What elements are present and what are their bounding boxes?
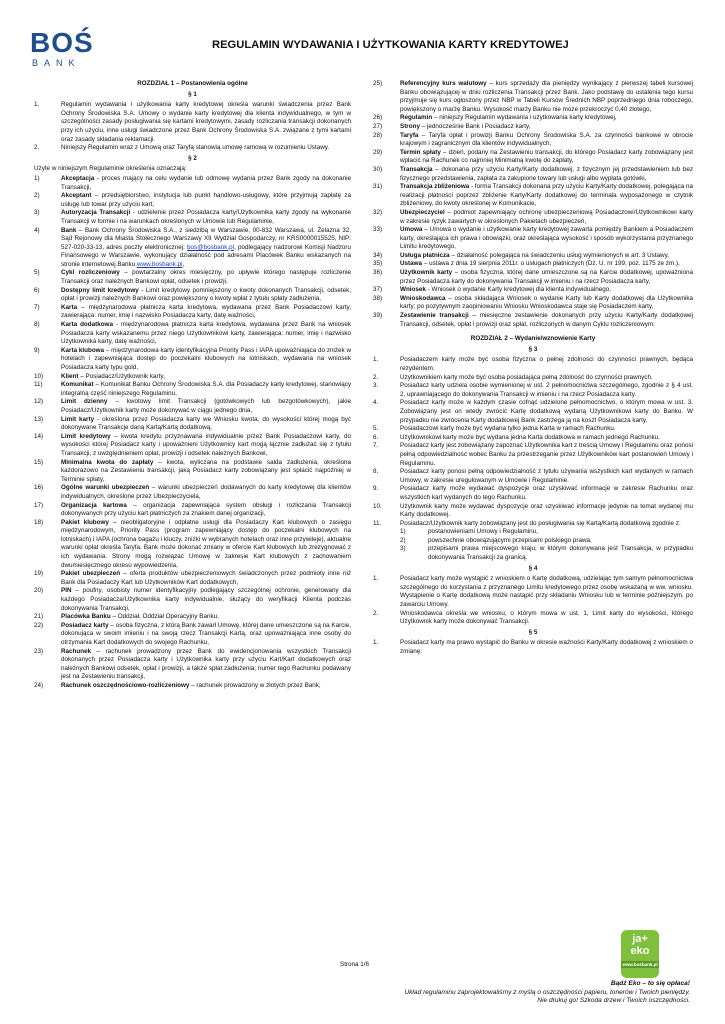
sub-item-text: przepisami prawa miejscowego kraju, w którym dokonywana jest Transakcja, w przypadku dokonywania Transakcji za granicą. [428,545,693,562]
definition-text: – kurs sprzedaży dla pieniędzy wynikający z pierwszej tabeli kursowej Banku obowiązującej w dniu rozliczenia Transakcji przez Bank. Jako podstawę do ustalenia tego kursu przyjmuje się kurs ogłoszony przez NBP w Tabeli Kursów Średnich NBP poprzedniego dnia roboczego, powiększony o marżę Banku. Wysokość marży Banku nie może przekroczyć 0,40 złotego, [400,80,693,113]
section-4-list [373,575,693,627]
definition-term: Autoryzacja Transakcji [61,209,131,217]
website-link[interactable]: www.bosbank.pl [136,260,183,268]
definition-item [34,502,351,519]
definition-term: Wniosek [400,286,426,294]
section-3-item [373,520,693,563]
sub-list-item [400,537,693,546]
eco-slogan: Bądź Eko – to się opłaca! [610,980,690,987]
definition-number: 11) [34,381,43,389]
definition-item [373,132,693,149]
item-text: Posiadaczowi karty może być wydana tylko jedna Karta w ramach Rachunku. [400,425,616,433]
definition-term: Limit karty [61,415,95,423]
definition-item [373,183,693,209]
item-number: 6. [373,433,379,441]
item-text: Posiadacz karty jest zobowiązany zapoznać Użytkownika kart z treścią Umowy i Regulaminu oraz ponosi pełną odpowiedzialność wobec Banku za przestrzeganie przez Użytkowników kart postanowień Umowy i Regulaminu. [400,442,693,467]
definition-item [34,613,351,622]
section-3-list [373,356,693,562]
definition-number: 30) [373,165,383,173]
section-3-item [373,399,693,425]
definition-number: 3) [34,209,40,217]
definition-item [373,286,693,295]
definition-item [373,252,693,261]
definition-term: Pakiet ubezpieczeń [61,570,121,578]
definition-term: Akceptacja [61,174,95,182]
definition-term: Posiadacz karty [61,621,109,629]
definition-term: Ogólne warunki ubezpieczeń [61,484,150,492]
item-number: 4. [373,399,379,407]
definition-term: Rachunek oszczędnościowo-rozliczeniowy [61,681,190,689]
definition-number: 37) [373,286,383,294]
definition-number: 18) [34,518,44,526]
definition-item [34,682,351,691]
definition-text: - forma Transakcji dokonana przy użyciu Karty/Karty dodatkowej, polegająca na realizacji płatności poprzez zbliżenie Karty/Karty dodatkowej do terminala wyposażonego w czytnik zbliżeniowy, do kwoty określonej w Komunikacie, [400,183,694,208]
definition-text: – Komunikat Banku Ochrony Środowiska S.A. dla Posiadaczy karty kredytowej, stanowiący integralną część niniejszego Regulaminu, [61,381,351,397]
definition-text: - udzielenie przez Posiadacza karty/Użytkownika karty zgody na wykonanie Transakcji w formie i na warunkach określonych w Umowie lub Regulaminie, [61,209,351,225]
definition-item [34,269,351,286]
definition-number: 38) [373,294,383,302]
definition-term: Wnioskodawca [400,294,446,302]
item-text: Posiadacz karty może wydawać dyspozycje oraz uzyskiwać informacje w zakresie Rachunku oraz wszystkich kart wydanych do tego Rachunku. [400,485,693,501]
item-number: 1. [373,356,379,364]
definition-text: – podmiot zapewniający ochronę ubezpieczeniową Posiadaczowi/Użytkownikowi karty w zakresie ryzyk zawartych w określonych Pakietach ubezpieczeń, [400,208,693,225]
definition-item [34,648,351,682]
definition-item [34,175,351,192]
definition-item [34,321,351,347]
definition-text: – międzynarodowa karty identyfikacyjna Priority Pass i IAPA upoważniająca do zniżek w hotelach i zapewniająca dostęp do poczekalni klubowych na lotniskach, wydawana na wniosek Posiadacza karty typu gold, [61,346,351,371]
definition-number: 26) [373,114,383,122]
definition-number: 1) [34,174,40,182]
definition-text: - międzynarodowa płatnicza karta kredytowa, wydawana przez Bank na wniosek Posiadacza karty wskazanemu przez niego Użytkownikowi karty, zawierająca: numer, imię i nazwisko Użytkownika karty, datę ważności, [61,321,351,346]
definition-term: Karta [61,303,78,311]
section-1-item [34,144,351,153]
item-text: Użytkownik karty może wydawać dyspozycje oraz uzyskiwać informacje jedynie na temat wydanej mu Karty dodatkowej. [400,502,693,519]
section-5-item [373,639,693,656]
definition-text: – osoba fizyczna, z którą Bank zawarł Umowę, której dane umieszczone są na Karcie, dokonująca w swoim imieniu i na swoją rzecz Transakcji Kartą, oraz upoważniająca inne osoby do otrzymania Kart dodatkowych do swojego Rachunku, [61,621,351,646]
definition-text: – rachunek prowadzony przez Bank do ewidencjonowania wszystkich Transakcji dokonanych przez Posiadacza karty i Użytkownika karty przy użyciu Kart/Kart dodatkowych oraz należnych Bankowi odsetek, opłat i prowizji, a także spłat zadłużenia; numer tego Rachunku podawany jest na Zestawieniu transakcji, [61,647,351,681]
definition-text: – kwota, wyliczana na podstawie salda zadłużenia, określona każdorazowo na Zestawieniu transakcji, jaką Posiadacz karty zobowiązany jest spłacić najpóźniej w Terminie spłaty, [61,458,351,483]
definition-text: , podlegający nadzorowi Komisji Nadzoru Finansowego w Warszawie, wykonujący działalność pod adresami Placówek Banku wskazanych na stronie internetowej Banku [61,243,351,268]
definition-text: – międzynarodowa płatnicza karta kredytowa, wydawana przez Bank Posiadaczowi karty, zawierająca: numer, imię i nazwisko Posiadacza karty, datę ważności, [61,303,351,320]
definition-number: 8) [34,321,40,329]
section-4-item [373,575,693,609]
definition-term: Klient [61,372,79,380]
item-text: Użytkownikowi karty może być wydana jedna Karta dodatkowa w ramach jednego Rachunku. [400,433,661,441]
section-3-item [373,434,693,443]
definition-item [34,519,351,571]
section-5-heading: § 5 [528,628,538,636]
eco-footer [300,980,690,1006]
definition-term: Referencyjny kurs walutowy [400,80,487,87]
definition-number: 12) [34,398,44,406]
definition-text: – organizacja zapewniająca system obsługi i rozliczania Transakcji dokonywanych przy użyciu kart płatniczych za znakiem danej organizacji, [61,501,351,518]
sub-list [400,528,693,562]
bank-logo [30,27,110,80]
definition-item [373,295,693,312]
definition-term: Regulamin [400,114,433,122]
definition-number: 17) [34,501,44,509]
definition-text: – miesięczne zestawienie dokonanych przy użyciu Karty/Karty dodatkowej Transakcji, odsetek, opłat i prowizji oraz spłat, rozliczonych w danym Cyklu rozliczeniowym. [400,312,693,328]
definition-number: 2) [34,192,40,200]
section-3-item [373,503,693,520]
item-text: Posiadacz karty udziela osobie wymienionej w ust. 2 pełnomocnictwa szczególnego, zgodnie z § 4 ust. 2, uprawniającego do dokonywania Transakcji w imieniu i na rzecz Posiadacza karty. [400,382,693,398]
definition-item [34,433,351,459]
definition-term: Minimalna kwota do zapłaty [61,458,154,466]
definition-number: 25) [373,80,383,87]
definition-text: – Taryfa opłat i prowizji Banku Ochrony Środowiska S.A. za czynności bankowe w obrocie krajowym i zagranicznym dla klientów indywidualnych, [400,131,693,148]
definition-term: Bank [61,226,77,234]
item-number: 2. [373,373,379,381]
definition-item [373,149,693,166]
definition-item [34,587,351,613]
definition-term: Strony [400,122,420,130]
item-number: 3. [373,382,379,390]
definition-item [34,570,351,587]
definition-number: 20) [34,587,44,595]
definition-text: – rachunek prowadzony w złotych przez Bank, [189,681,321,689]
section-4-heading: § 4 [528,564,538,572]
left-column [34,80,351,691]
definition-term: PIN [61,587,72,595]
definition-item [34,622,351,648]
definition-term: Cykl rozliczeniowy [61,269,120,277]
logo-subtext: BANK [32,58,81,68]
definition-text: – kwota kredytu przyznawana indywidualnie przez Bank Posiadaczowi karty, do wysokości której Posiadacz karty i upoważnieni Użytkownicy kart mogą łącznie zadłużać się z tytułu Transakcji, z uwzględnieniem opłat, prowizji i odsetek należnych Bankowi, [61,432,352,457]
section-3-item [373,442,693,468]
sub-item-number: 1) [400,528,406,536]
section-3-item [373,468,693,485]
item-number: 2. [34,144,40,152]
section-3-item [373,382,693,399]
definition-number: 4) [34,226,40,234]
definition-text: – osoba fizyczna, której dane umieszczone są na Karcie dodatkowej, upoważniona przez Posiadacza karty do dokonywania Transakcji w imieniu i na rzecz Posiadacza karty, [400,269,693,285]
eko-badge [621,930,659,978]
definition-term: Akceptant [61,192,92,200]
definition-text: – Oddział, Oddział Operacyjny Banku, [110,613,219,621]
definition-item [373,209,693,226]
item-number: 9. [373,485,379,493]
definition-term: Placówka Banku [61,613,111,621]
definition-text: – powtarzalny okres miesięczny, po upływie którego następuje rozliczenie Transakcji oraz należnych Bankowi opłat, odsetek i prowizji, [61,269,351,286]
sub-item-number: 3) [400,545,406,553]
definition-item [34,373,351,382]
definition-text: , [182,260,185,268]
definition-item [373,114,693,123]
definition-term: Transakcja [400,165,433,173]
definition-number: 39) [373,312,383,320]
definition-number: 28) [373,131,383,139]
item-number: 1. [34,101,40,109]
sub-list-item [400,528,693,537]
definition-term: Komunikat [61,381,94,389]
chapter-2-title: ROZDZIAŁ 2 – Wydanie/wznowienie Karty [470,335,596,343]
definition-text: – kwotowy limit Transakcji (gotówkowych lub bezgotówkowych), jakie Posiadacz/Użytkownik karty może dokonywać w ciągu jednego dnia, [61,398,351,414]
definition-number: 24) [34,681,44,689]
definition-term: Usługa płatnicza [400,251,450,259]
definition-number: 27) [373,122,383,130]
definition-term: Transakcja zbliżeniowa [400,183,470,191]
item-text: Posiadacz karty może wystąpić z wnioskiem o Kartę dodatkową, udzielając tym samym pełnomocnictwa szczególnego do korzystania z przyznanego Limitu kredytowego przez osobę wskazaną w ww. wniosku. Wystąpienie o Kartę dodatkową może nastąpić przy składaniu Wniosku lub w terminie późniejszym, po zawarciu Umowy. [400,575,693,609]
item-text: Niniejszy Regulamin wraz z Umową oraz Taryfą stanowią umowę ramową w rozumieniu Ustawy. [61,144,330,152]
page-number: Strona 1/6 [340,961,370,968]
definition-number: 31) [373,183,383,191]
definition-number: 33) [373,226,383,234]
section-1-item [34,101,351,144]
definition-number: 14) [34,432,44,440]
section-3-item [373,356,693,373]
definition-text: – dzień, podany na Zestawieniu transakcji, do którego Posiadacz karty zobowiązany jest wpłacić na Rachunek co najmniej Minimalną kwotę do zapłaty, [400,148,693,165]
eko-badge-url: www.bosbank.pl [622,962,658,967]
definition-term: Umowa [400,226,423,234]
definition-term: Pakiet klubowy [61,518,109,526]
definition-item [34,192,351,209]
item-text: Wnioskodawca określa we wniosku, o którym mowa w ust. 1, Limit karty do wysokości, którego Użytkownik karty może dokonywać Transakcji. [400,609,693,626]
definition-item [34,287,351,304]
section-2-heading: § 2 [188,154,197,162]
definition-number: 29) [373,148,383,156]
definition-number: 5) [34,269,40,277]
definition-number: 19) [34,570,44,578]
definition-number: 32) [373,208,383,216]
definitions-list-left [34,175,351,691]
definition-text: – przedsiębiorstwo, instytucja lub punkt handlowo-usługowy, które przyjmują zapłatę za usługę lub towar przy użyciu kart, [61,192,351,208]
definition-number: 6) [34,286,40,294]
definition-number: 35) [373,260,383,268]
definition-term: Użytkownik karty [400,269,453,277]
definition-item [373,80,693,114]
item-number: 7. [373,442,379,450]
definition-number: 21) [34,613,44,621]
definition-text: – warunki ubezpieczeń dodawanych do karty kredytowej dla klientów indywidualnych, określone przez Ubezpieczyciela, [61,484,351,500]
item-number: 8. [373,468,379,476]
sub-list-item [400,545,693,562]
item-number: 1. [373,639,379,647]
definition-item [34,416,351,433]
definition-text: – ustawa z dnia 19 sierpnia 2011r. o usługach płatniczych (Dz. U. nr 199, poz. 1175 ze zm.), [422,260,680,268]
definition-item [34,398,351,415]
definition-text: – Posiadacz/Użytkownik karty, [78,372,165,380]
logo-mark: BOŚ [30,27,94,58]
definition-item [34,227,351,270]
definition-term: Karta klubowa [61,346,105,354]
definitions-intro: Użyte w niniejszym Regulaminie określenia oznaczają: [34,165,187,173]
definition-text: - Limit kredytowy pomniejszony o kwoty dokonanych Transakcji, odsetek, opłat i prowizji należnych Bankowi oraz powiększony o kwoty wpłat z tytułu spłaty zadłużenia, [61,286,351,303]
eko-badge-line2: eko [630,945,650,957]
item-text: Posiadacz/Użytkownik karty zobowiązany jest do posługiwania się Kartą/Kartą dodatkową zgodnie z: [400,519,681,527]
definition-term: Ustawa [400,260,423,268]
item-text: Posiadacz karty może w każdym czasie cofnąć udzielone pełnomocnictwo, o którym mowa w ust. 3. Zobowiązany jest on wtedy zwrócić Kartę dodatkową wydaną Użytkownikowi karty do Banku. W przypadku nie zwrócenia Karty dodatkowej Bank zastrzega ją na koszt Posiadacza karty. [400,399,693,424]
definition-text: – nieobligatoryjne i odpłatne usługi dla Posiadaczy Kart klubowych o zasięgu międzynarodowym, Priority Pass (program zapewniający dostęp do poczekalni klubowych na lotniskach) i IAPA (ochrona bagażu i kluczy, zniżki w wybranych hotelach oraz inne przywileje), aktualne warunki opłat określa Taryfa. Bank może dokonać zmiany w ofercie Kart klubowych lub zrezygnować z ich wydawania. Strony mogą rozwiązać Umowę w zakresie Kart klubowych z zachowaniem dwumiesięcznego okresu wypowiedzenia, [61,518,351,569]
definition-text: – oferta produktów ubezpieczeniowych świadczonych przez podmioty inne niż Bank dla Posiadaczy Kart lub Użytkowników Kart dodatkowych, [61,570,351,586]
item-number: 2. [373,609,379,617]
item-number: 5. [373,425,379,433]
chapter-1-title: ROZDZIAŁ 1 – Postanowienia ogólne [137,80,248,87]
definition-number: 36) [373,269,383,277]
definition-item [34,304,351,321]
definition-term: Dostępny limit kredytowy [61,286,139,294]
item-number: 11. [373,519,382,527]
definition-text: – jednocześnie Bank i Posiadacz karty, [419,122,531,130]
section-1-list [34,101,351,153]
section-5-list [373,639,693,656]
definition-term: Zestawienie transakcji [400,312,469,320]
definition-item [373,226,693,252]
definition-item [373,260,693,269]
definition-term: Ubezpieczyciel [400,208,445,216]
section-4-item [373,610,693,627]
definition-number: 13) [34,415,44,423]
item-text: Regulamin wydawania i użytkowania karty kredytowej określa warunki świadczenia przez Bank Ochrony Środowiska S.A. Umowy o wydanie karty kredytowej dla klienta indywidualnego, w tym w szczególności zasady posługiwania się kartami kredytowymi, zasady rozliczania transakcji dokonanych przy ich użyciu, inne usługi świadczone przez Bank Ochrony Środowiska S.A. związane z tymi kartami oraz zasady składania reklamacji. [61,101,351,143]
eko-badge-line1: ja+ [632,933,648,945]
definition-term: Karta dodatkowa [61,321,113,329]
item-number: 10. [373,502,382,510]
sub-item-number: 2) [400,536,406,544]
right-column [373,80,693,657]
definition-item [34,484,351,501]
sub-item-text: postanowieniami Umowy i Regulaminu, [428,528,538,536]
definition-text: - Wniosek o wydanie Karty kredytowej dla klienta indywidualnego, [425,286,612,294]
definition-number: 16) [34,484,44,492]
definition-item [34,381,351,398]
eco-note-line1: Układ regulaminu zaprojektowaliśmy z myślą o oszczędności papieru, tonerów i Twoich pieniędzy. [404,988,690,996]
definition-text: – niniejszy Regulamin wydawania i użytkowania karty kredytowej, [432,114,617,122]
definition-text: – Bank Ochrony Środowiska S.A., z siedzibą w Warszawie, 00-832 Warszawa, ul. Żelazna 32, Sąd Rejonowy dla Miasta Stołecznego Warszawy XII Wydział Gospodarczy, nr KRS0000015525, NIP: 527-020-33-13, adres poczty elektronicznej: [61,226,351,251]
sub-item-text: powszechnie obowiązującymi przepisami polskiego prawa, [428,536,592,544]
definition-item [373,166,693,183]
definition-number: 10) [34,372,44,380]
section-3-item [373,425,693,434]
definition-text: – poufny, osobisty numer identyfikacyjny podlegający szczególnej ochronie, generowany dla każdego Posiadacza/Użytkownika karty indywidualnie, służący do weryfikacji Klienta podczas dokonywania Transakcji, [61,587,351,612]
section-3-item [373,485,693,502]
definition-text: – Umowa o wydanie i użytkowanie karty kredytowej zawarta pomiędzy Bankiem a Posiadaczem karty, określająca ich prawa i obowiązki, oraz określająca wysokość i sposób wykorzystania przyznanego Limitu kredytowego, [400,226,693,251]
definition-term: Rachunek [61,647,92,655]
definition-item [373,123,693,132]
definition-number: 7) [34,303,40,311]
definition-text: – dokonana przy użyciu Karty/Karty dodatkowej, z fizycznym jej przedstawieniem lub bez fizycznego przedstawienia, zapłata za zakupione towary lub usługi albo wypłata gotówki, [400,165,693,182]
definition-term: Taryfa [400,131,419,139]
definition-text: – osoba składająca Wniosek o wydanie Karty lub Karty dodatkowej dla Użytkownika karty; po pozytywnym zaopiniowaniu Wniosku Wnioskodawca staje się Posiadaczem karty, [400,294,693,311]
definition-item [34,459,351,485]
definition-text: - proces mający na celu wydanie lub odmowę wydania przez Bank zgody na dokonanie Transakcji, [61,174,351,191]
document-title: REGULAMIN WYDAWANIA I UŻYTKOWANIA KARTY KREDYTOWEJ [212,39,569,51]
definition-term: Limit kredytowy [61,432,111,440]
definition-number: 9) [34,346,40,354]
item-text: Posiadacz karty ponosi pełną odpowiedzialność z tytułu używania wszystkich kart wydanych w ramach Umowy, w zakresie uregulowanym w Umowie i Regulaminie. [400,468,693,484]
definition-number: 15) [34,458,44,466]
eco-note-line2: Nie drukuj go! Szkoda drzew i Twoich oszczędności. [537,997,690,1004]
section-1-heading: § 1 [188,90,197,98]
item-number: 1. [373,575,379,583]
definition-term: Termin spłaty [400,148,441,156]
item-text: Posiadaczem karty może być osoba fizyczna o pełnej zdolności do czynności prawnych, będąca rezydentem. [400,356,693,372]
definition-number: 23) [34,647,44,655]
item-text: Użytkownikiem karty może być osoba posiadająca pełną zdolność do czynności prawnych. [400,373,653,381]
definition-number: 22) [34,621,44,629]
definition-number: 34) [373,251,383,259]
definition-item [373,269,693,286]
definition-item [373,312,693,329]
definition-term: Limit dzienny [61,398,108,406]
definition-term: Organizacja kartowa [61,501,127,509]
definition-text: – działalność polegająca na świadczeniu usług wymienionych w art. 3 Ustawy, [449,251,670,259]
definition-item [34,347,351,373]
section-3-heading: § 3 [528,345,538,353]
definitions-list-right [373,80,693,329]
definition-item [34,209,351,226]
definition-text: - określona przez Posiadacza karty we Wniosku kwota, do wysokości której mogą być dokonywane Transakcje daną Kartą/Kartą dodatkową, [61,415,351,432]
email-link[interactable]: bos@bosbank.pl [187,243,235,251]
section-3-item [373,374,693,383]
item-text: Posiadacz karty ma prawo wystąpić do Banku w okresie ważności Karty/Karty dodatkowej z wnioskiem o zmianę: [400,639,693,655]
